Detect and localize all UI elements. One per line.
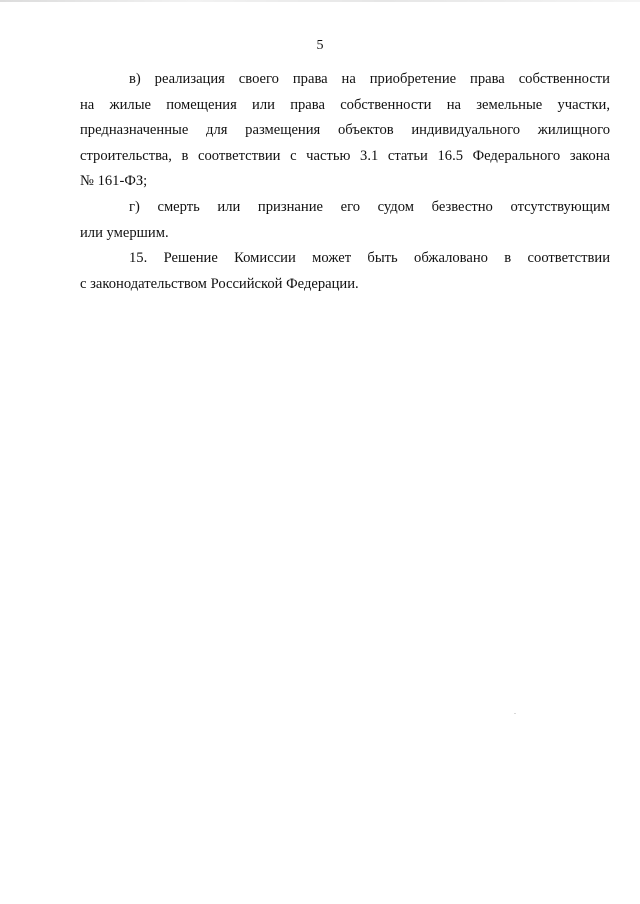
scan-speck: [514, 713, 516, 714]
text-line: или умершим.: [80, 224, 169, 241]
text-line: в) реализация своего права на приобретение права собственности: [129, 71, 610, 87]
text-line: с законодательством Российской Федерации.: [80, 275, 359, 292]
text-line: г) смерть или признание его судом безвестно отсутствующим: [129, 198, 610, 215]
text-line: предназначенные для размещения объектов индивидуального жилищного: [80, 122, 610, 139]
text-line: 15. Решение Комиссии может быть обжаловано в соответствии: [129, 250, 610, 267]
text-line: № 161-ФЗ;: [80, 173, 148, 190]
text-line: на жилые помещения или права собственности на земельные участки,: [80, 96, 610, 113]
paragraph-item-15: [80, 246, 610, 297]
paragraph-subitem-v: [80, 67, 610, 195]
scan-edge: [0, 0, 640, 2]
document-body: [80, 67, 610, 297]
paragraph-subitem-g: [80, 195, 610, 246]
text-line: строительства, в соответствии с частью 3.1 статьи 16.5 Федерального закона: [80, 147, 610, 164]
page-number: 5: [316, 38, 324, 53]
